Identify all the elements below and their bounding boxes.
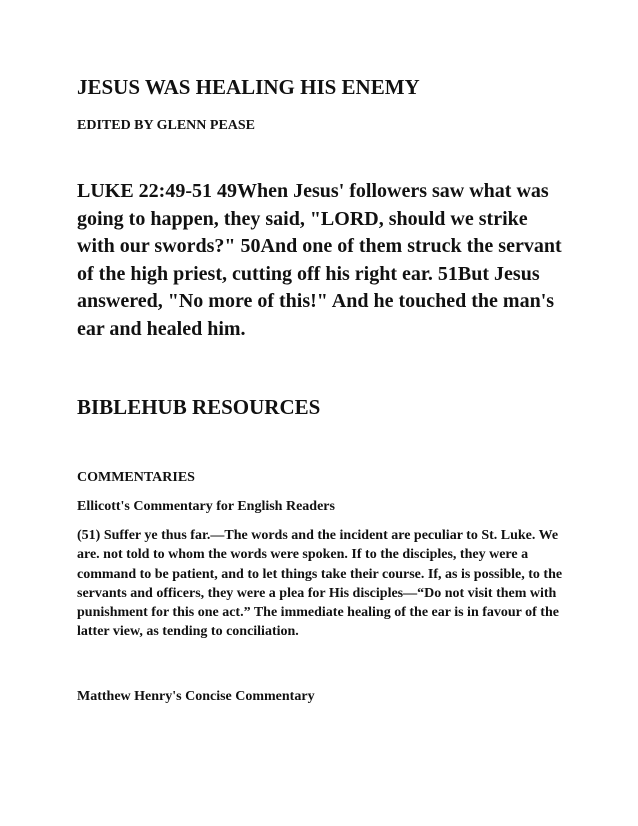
commentary-title-ellicott: Ellicott's Commentary for English Readers xyxy=(77,499,335,514)
resources-heading: BIBLEHUB RESOURCES xyxy=(77,395,321,419)
commentaries-heading: COMMENTARIES xyxy=(77,470,195,485)
commentary-text-ellicott: (51) Suffer ye thus far.—The words and the incident are peculiar to St. Luke. We are. not told to whom the words were spoken. If to the disciples, they were a command to be patient, and to let things take their course. If, as is possible, to the servants and officers, they were a plea for His disciples—“Do not visit them with punishment for this one act.” The immediate healing of the ear is in favour of the latter view, as tending to conciliation. xyxy=(77,528,563,640)
document-title: JESUS WAS HEALING HIS ENEMY xyxy=(77,75,420,99)
scripture-passage: LUKE 22:49-51 49When Jesus' followers saw what was going to happen, they said, "LORD, should we strike with our swords?" 50And one of them struck the servant of the high priest, cutting off his right ear. 51But Jesus answered, "No more of this!" And he touched the man's ear and healed him. xyxy=(77,180,562,340)
author-line: EDITED BY GLENN PEASE xyxy=(77,118,256,133)
commentary-title-matthew-henry: Matthew Henry's Concise Commentary xyxy=(77,689,315,704)
